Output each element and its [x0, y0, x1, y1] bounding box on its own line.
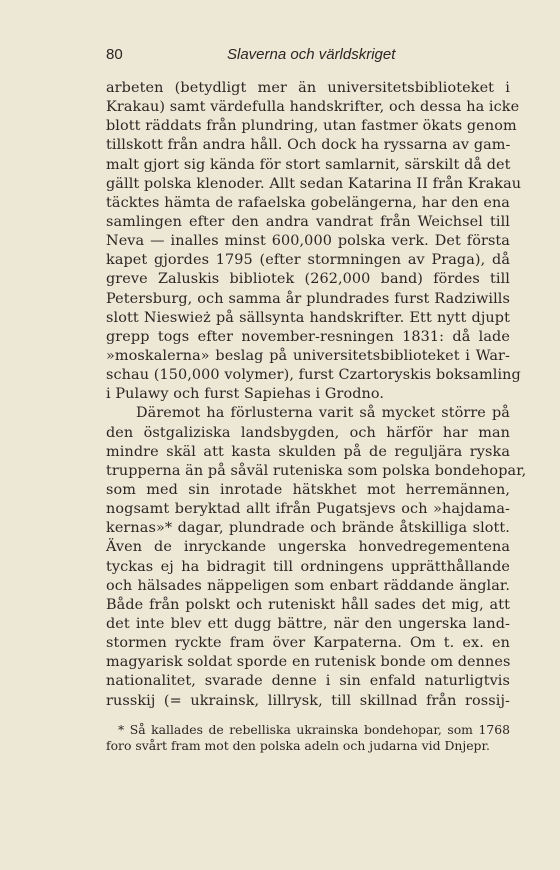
text-line: arbeten (betydligt mer än universitetsbiblioteket i [106, 80, 510, 96]
page-number: 80 [106, 46, 123, 63]
text-line: »moskalerna» beslag på universitetsbiblioteket i War- [106, 347, 510, 364]
text-line: greve Zaluskis bibliotek (262,000 band) fördes till [106, 271, 510, 288]
text-line: magyarisk soldat sporde en rutenisk bonde om dennes [106, 654, 511, 671]
text-line: kernas»* dagar, plundrade och brände åtskilliga slott. [106, 520, 510, 537]
footnote-line: * Så kallades de rebelliska ukrainska bondehopar, som 1768 [118, 722, 510, 737]
text-line: och hälsades näppeligen som enbart räddande änglar. [106, 577, 510, 594]
text-line: blott räddats från plundring, utan fastmer ökats genom [106, 118, 517, 135]
text-line: Neva — inalles minst 600,000 polska verk. Det första [106, 233, 510, 250]
text-line: slott Nieswież på sällsynta handskrifter. Ett nytt djupt [106, 309, 510, 326]
text-line: täcktes hämta de rafaelska gobelängerna, har den ena [106, 194, 510, 211]
text-line: grepp togs efter november-resningen 1831: då lade [106, 328, 510, 345]
text-line: Krakau) samt värdefulla handskrifter, och dessa ha icke [106, 99, 520, 116]
text-line: samlingen efter den andra vandrat från Weichsel till [106, 213, 510, 230]
text-line: som med sin inrotade hätskhet mot herremännen, [106, 481, 510, 498]
text-line: den östgaliziska landsbygden, och härför har man [106, 424, 510, 441]
text-line: stormen ryckte fram över Karpaterna. Om t. ex. en [106, 635, 510, 652]
text-line: kapet gjordes 1795 (efter stormningen av Praga), då [106, 252, 510, 269]
text-line: tillskott från andra håll. Och dock ha ryssarna av gam- [106, 137, 511, 154]
text-line: russkij (= ukrainsk, lillrysk, till skillnad från rossij- [106, 692, 510, 709]
footnote [106, 722, 510, 754]
text-line: tyckas ej ha bidragit till ordningens upprätthållande [106, 558, 510, 575]
text-line: trupperna än på såväl ruteniska som polska bondehopar, [106, 462, 527, 479]
text-line: det inte blev ett dugg bättre, när den ungerska land- [106, 615, 510, 632]
text-line: nationalitet, svarade denne i sin enfald naturligtvis [106, 673, 510, 690]
text-line: Både från polskt och ruteniskt håll sades det mig, att [106, 596, 510, 613]
text-line: malt gjort sig kända för stort samlarnit, särskilt då det [106, 156, 511, 173]
body-text [106, 79, 527, 711]
text-line: schau (150,000 volymer), furst Czartoryskis boksamling [106, 367, 521, 384]
text-line: Däremot ha förlusterna varit så mycket större på [136, 405, 510, 422]
text-line: mindre skäl att kasta skulden på de reguljära ryska [106, 443, 510, 460]
footnote-line: foro svårt fram mot den polska adeln och judarna vid Dnjepr. [106, 738, 490, 753]
running-title: Slaverna och världskriget [227, 46, 396, 63]
page-header [106, 46, 510, 66]
text-line: Även de inryckande ungerska honvedregementena [106, 539, 510, 556]
text-line: Petersburg, och samma år plundrades furst Radziwills [106, 290, 510, 307]
text-line: nogsamt beryktad allt ifrån Pugatsjevs och »hajdama- [106, 501, 510, 518]
text-line: gällt polska klenoder. Allt sedan Katarina II från Krakau [106, 175, 522, 192]
text-line: i Pulawy och furst Sapiehas i Grodno. [106, 386, 385, 403]
